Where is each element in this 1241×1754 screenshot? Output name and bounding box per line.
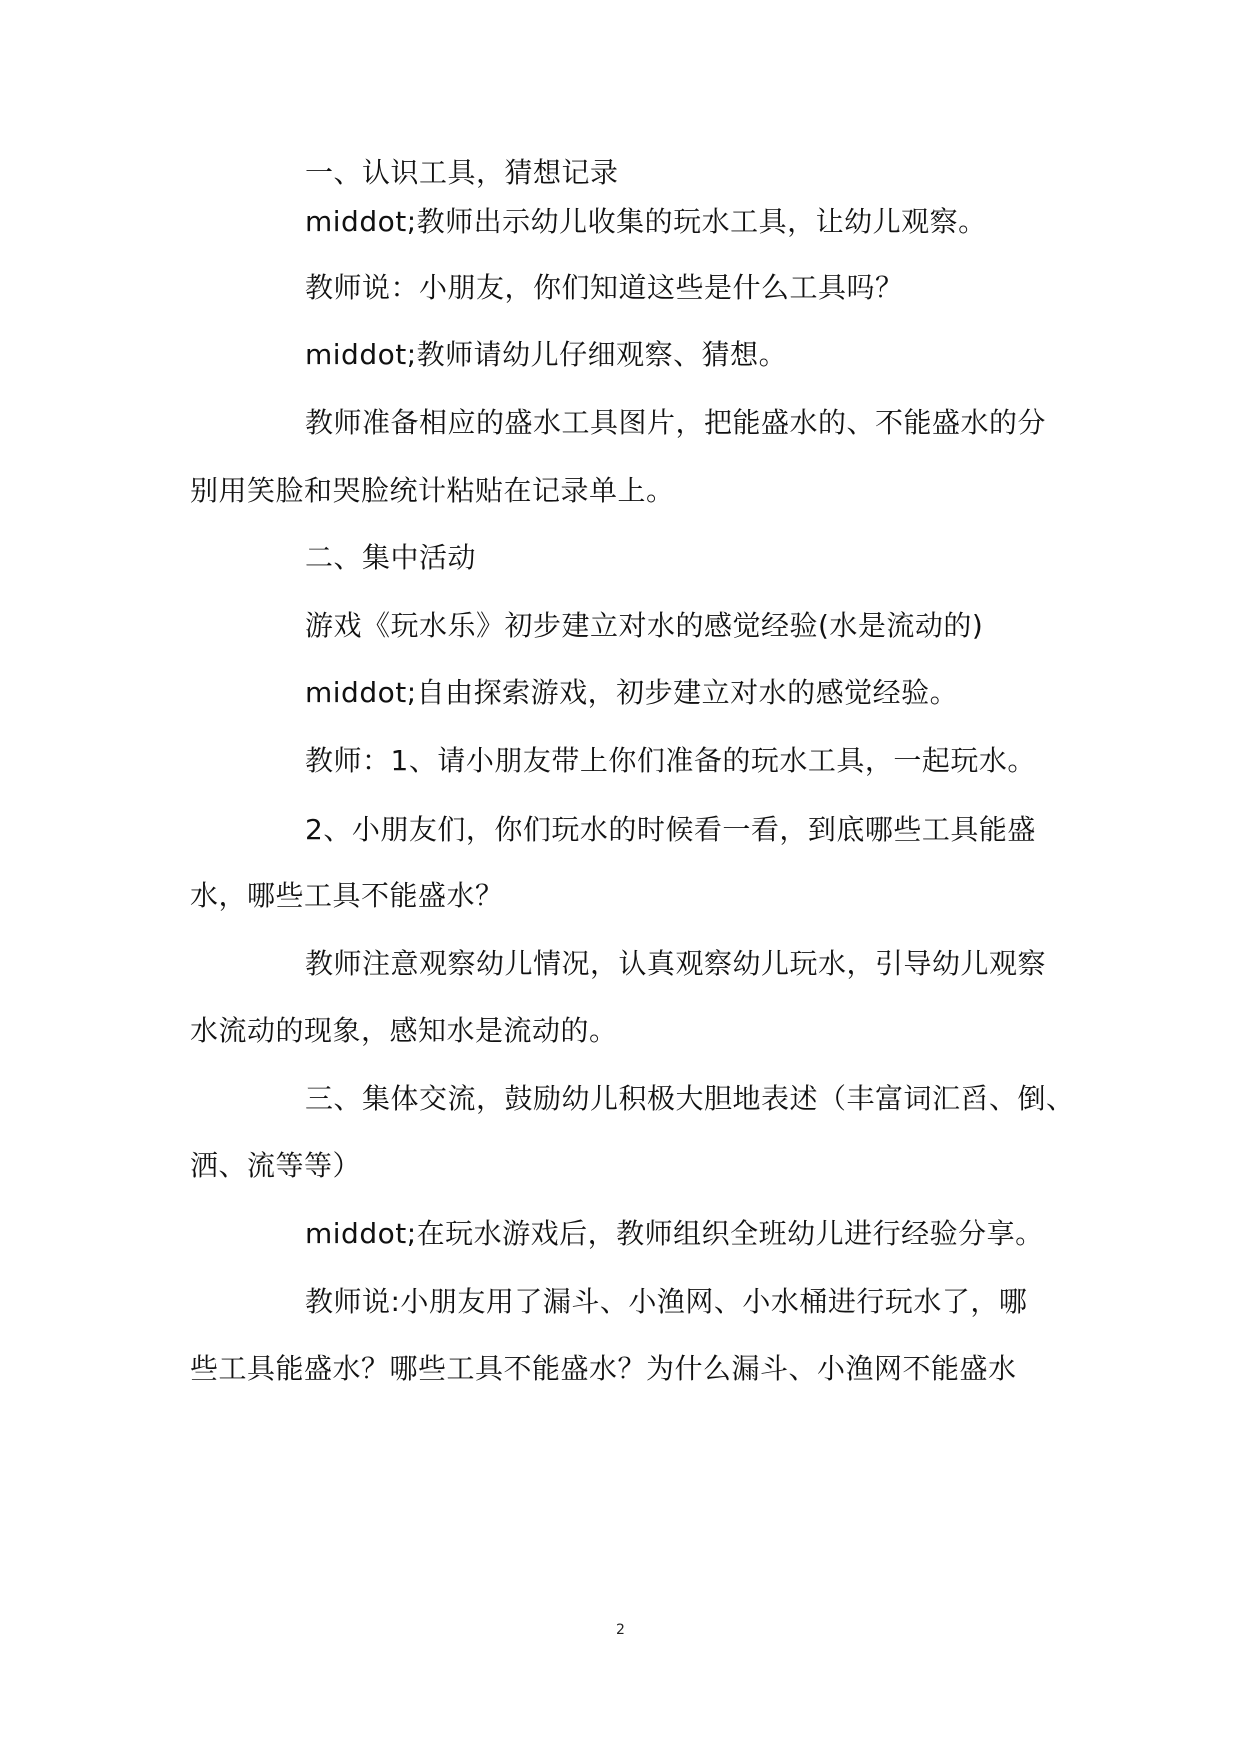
paragraph-line: middot;教师出示幼儿收集的玩水工具，让幼儿观察。	[305, 205, 987, 238]
paragraph-line: 些工具能盛水？哪些工具不能盛水？为什么漏斗、小渔网不能盛水	[190, 1352, 1017, 1385]
heading-section-2: 二、集中活动	[305, 541, 477, 574]
paragraph-line: middot;自由探索游戏，初步建立对水的感觉经验。	[305, 676, 959, 709]
paragraph-line: 水流动的现象，感知水是流动的。	[190, 1014, 618, 1047]
heading-section-1: 一、认识工具，猜想记录	[305, 156, 619, 189]
paragraph-line: 教师说:小朋友用了漏斗、小渔网、小水桶进行玩水了，哪	[305, 1285, 1028, 1318]
paragraph-line: 教师说：小朋友，你们知道这些是什么工具吗？	[305, 271, 904, 304]
paragraph-line: 2、小朋友们，你们玩水的时候看一看，到底哪些工具能盛	[305, 813, 1036, 846]
paragraph-line: 水，哪些工具不能盛水？	[190, 879, 504, 912]
heading-section-3: 三、集体交流，鼓励幼儿积极大胆地表述（丰富词汇舀、倒、	[305, 1082, 1075, 1115]
page-number: 2	[616, 1622, 625, 1638]
paragraph-line: 别用笑脸和哭脸统计粘贴在记录单上。	[190, 474, 675, 507]
paragraph-line: 教师：1、请小朋友带上你们准备的玩水工具，一起玩水。	[305, 744, 1036, 777]
paragraph-line: middot;在玩水游戏后，教师组织全班幼儿进行经验分享。	[305, 1217, 1044, 1250]
paragraph-line: 洒、流等等）	[190, 1149, 362, 1182]
paragraph-line: 教师准备相应的盛水工具图片，把能盛水的、不能盛水的分	[305, 406, 1047, 439]
paragraph-line: 游戏《玩水乐》初步建立对水的感觉经验(水是流动的)	[305, 609, 984, 642]
paragraph-line: middot;教师请幼儿仔细观察、猜想。	[305, 338, 788, 371]
paragraph-line: 教师注意观察幼儿情况，认真观察幼儿玩水，引导幼儿观察	[305, 947, 1047, 980]
